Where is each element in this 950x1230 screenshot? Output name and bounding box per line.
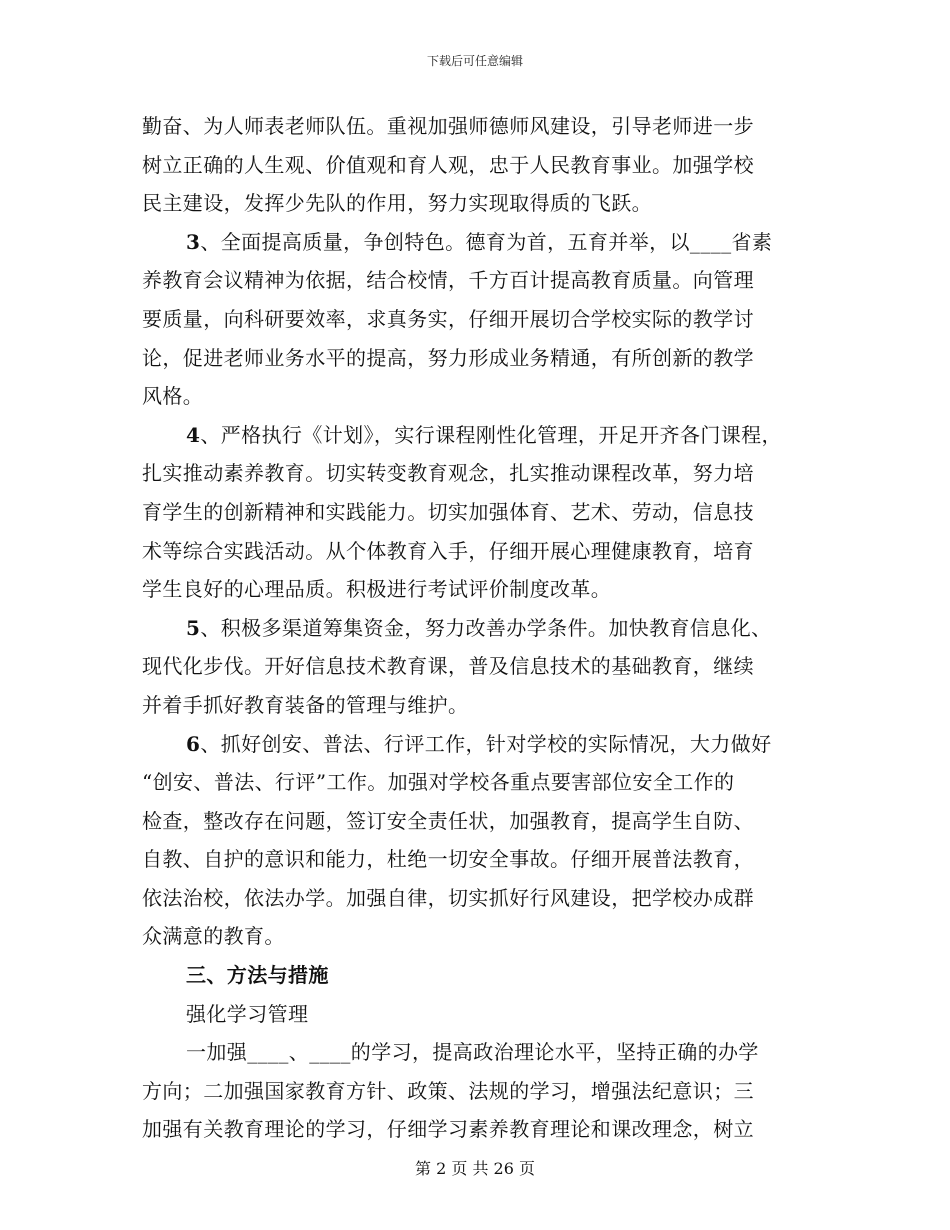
text-line: [142, 261, 832, 300]
line-text: 一加强____、____的学习，提高政治理论水平，坚持正确的办学: [186, 1040, 759, 1065]
line-text: 勤奋、为人师表老师队伍。重视加强师德师风建设，引导老师进一步: [142, 114, 754, 138]
text-line: [142, 184, 832, 223]
line-text: 术等综合实践活动。从个体教育入手，仔细开展心理健康教育，培育: [142, 538, 754, 563]
line-text: 养教育会议精神为依据，结合校情，千方百计提高教育质量。向管理: [142, 268, 754, 293]
line-text: 、全面提高质量，争创特色。德育为首，五育并举，以____省素: [200, 229, 773, 254]
line-text: 树立正确的人生观、价值观和育人观，忠于人民教育事业。加强学校: [142, 152, 754, 177]
text-line: [142, 686, 832, 725]
text-line: [142, 647, 832, 686]
line-text: 检查，整改存在问题，签订安全责任状，加强教育，提高学生自防、: [142, 808, 754, 833]
item-number: 6: [186, 731, 201, 756]
text-line: [142, 493, 832, 532]
line-text: 论，促进老师业务水平的提高，努力形成业务精通，有所创新的教学: [142, 345, 754, 370]
line-text: 风格。: [142, 384, 204, 409]
line-text: 众满意的教育。: [142, 924, 285, 949]
line-text: 依法治校，依法办学。加强自律，切实抓好行风建设，把学校办成群: [142, 885, 754, 910]
document-body: [142, 107, 832, 1149]
line-text: 、积极多渠道筹集资金，努力改善办学条件。加快教育信息化、: [200, 615, 772, 640]
text-line: [142, 377, 832, 416]
text-line: [142, 300, 832, 339]
text-line: [142, 917, 832, 956]
text-line: [142, 107, 832, 146]
line-text: 强化学习管理: [186, 1001, 309, 1026]
section-heading: [142, 956, 832, 995]
item-number: 5: [186, 615, 201, 640]
line-text: 、抓好创安、普法、行评工作，针对学校的实际情况，大力做好: [200, 731, 772, 756]
text-line: [142, 802, 832, 841]
line-text: 自教、自护的意识和能力，杜绝一切安全事故。仔细开展普法教育，: [142, 847, 754, 872]
line-text: 要质量，向科研要效率，求真务实，仔细开展切合学校实际的教学讨: [142, 306, 754, 331]
text-line: [142, 146, 832, 185]
line-text: 加强有关教育理论的学习，仔细学习素养教育理论和课改理念，树立: [142, 1117, 754, 1142]
item-number: 3: [186, 229, 201, 254]
text-line: [142, 840, 832, 879]
line-text: 三、方法与措施: [186, 963, 329, 988]
page-header: 下载后可任意编辑: [426, 54, 523, 68]
line-text: 现代化步伐。开好信息技术教育课，普及信息技术的基础教育，继续: [142, 654, 754, 679]
text-line: [142, 1110, 832, 1149]
text-line: [142, 609, 832, 648]
text-line: [142, 532, 832, 571]
line-text: 学生良好的心理品质。积极进行考试评价制度改革。: [142, 577, 612, 602]
text-line: [142, 454, 832, 493]
line-text: 育学生的创新精神和实践能力。切实加强体育、艺术、劳动，信息技: [142, 499, 754, 524]
text-line: [142, 879, 832, 918]
item-number: 4: [186, 422, 201, 447]
line-text: 、严格执行《计划》，实行课程刚性化管理，开足开齐各门课程，: [200, 422, 782, 447]
line-text: “创安、普法、行评”工作。加强对学校各重点要害部位安全工作的: [142, 770, 735, 795]
text-line: [142, 995, 832, 1034]
text-line: [142, 416, 832, 455]
line-text: 方向；二加强国家教育方针、政策、法规的学习，增强法纪意识；三: [142, 1078, 754, 1103]
text-line: [142, 725, 832, 764]
text-line: [142, 1072, 832, 1111]
text-line: [142, 223, 832, 262]
page-footer: 第 2 页 共 26 页: [415, 1159, 535, 1178]
text-line: [142, 570, 832, 609]
line-text: 民主建设，发挥少先队的作用，努力实现取得质的飞跃。: [142, 191, 652, 216]
line-text: 并着手抓好教育装备的管理与维护。: [142, 692, 469, 717]
text-line: [142, 1033, 832, 1072]
line-text: 扎实推动素养教育。切实转变教育观念，扎实推动课程改革，努力培: [142, 461, 754, 486]
text-line: [142, 763, 832, 802]
text-line: [142, 339, 832, 378]
